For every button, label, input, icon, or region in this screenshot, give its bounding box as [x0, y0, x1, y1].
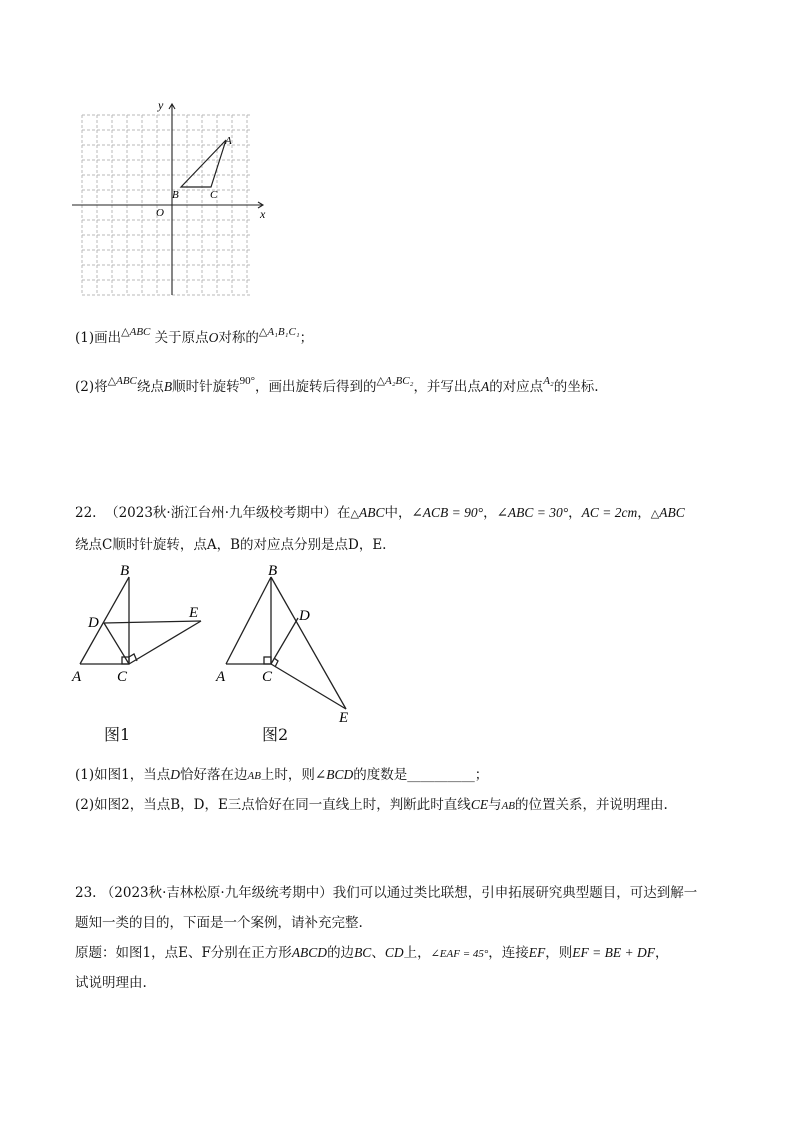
fig1-label-e: E — [189, 605, 199, 621]
q21-part1-target: A₁B₁C₁ — [267, 326, 300, 338]
q21-part2: (2)将$^{\triangle ABC}$绕点B顺时针旋转$^{90^\circ}$，画出旋转后得到的$^{\triangle A_2BC_2}$，并写出点A的对应点$^{A_2}$的坐标. — [75, 375, 599, 395]
q23-line3: 原题：如图1，点E、F分别在正方形ABCD的边BC、CD上，∠EAF = 45°，连接EF，则EF = BE + DF， — [75, 945, 669, 961]
q21-part2-target-point: A₂ — [543, 375, 554, 387]
q22-part1: (1)如图1，当点D恰好落在边AB上时，则∠BCD的度数是__________； — [75, 767, 489, 783]
vertex-label-b: B — [172, 189, 179, 201]
q22-cond2: ∠ABC = 30° — [496, 505, 569, 520]
q23-line2: 题知一类的目的，下面是一个案例，请补充完整. — [75, 915, 363, 931]
y-axis-label: y — [158, 98, 164, 112]
fig2-label-b: B — [268, 563, 278, 579]
q22-line2: 绕点C顺时针旋转，点A，B的对应点分别是点D，E. — [75, 537, 387, 553]
vertex-label-c: C — [210, 189, 218, 201]
q23-line4: 试说明理由. — [75, 975, 147, 991]
q23-line1: 23. （2023秋·吉林松原·九年级统考期中）我们可以通过类比联想，引申拓展研究典型题目，可达到解一 — [75, 885, 698, 901]
triangle-abc — [181, 140, 226, 187]
q22-number: 22. — [75, 505, 97, 521]
fig1-label-a: A — [72, 669, 82, 685]
fig1-label-c: C — [117, 669, 128, 685]
coordinate-grid-figure — [60, 95, 280, 305]
fig1-label-b: B — [120, 563, 130, 579]
fig2-label-d: D — [299, 608, 310, 624]
fig2-caption: 图2 — [262, 725, 289, 744]
fig2-label-a: A — [216, 669, 226, 685]
q23-angle: ∠EAF = 45° — [430, 948, 489, 960]
q21-part2-triangle: ABC — [116, 375, 137, 387]
fig1-caption: 图1 — [104, 725, 131, 744]
x-axis-label: x — [260, 207, 266, 221]
fig2-label-e: E — [339, 710, 349, 726]
axes — [72, 104, 263, 295]
q21-part1: (1)画出$^{\triangle ABC}$ 关于原点O对称的$^{\triangle A_1B_1C_1}$； — [75, 326, 314, 346]
vertex-label-a: A — [225, 135, 232, 147]
q22-figure-1 — [68, 560, 218, 690]
q22-figure-2 — [210, 560, 370, 730]
origin-label: O — [156, 207, 164, 219]
fig1-label-d: D — [88, 615, 99, 631]
q21-part1-triangle: ABC — [129, 326, 151, 338]
q23-equation: EF = BE + DF — [572, 945, 655, 960]
q21-part2-angle: 90° — [239, 375, 256, 387]
q22-part1-angle: ∠BCD — [314, 767, 354, 782]
q22-cond3: AC = 2cm — [581, 505, 638, 520]
q21-part2-target: A₂BC₂ — [385, 375, 414, 387]
q22-cond1: ∠ACB = 90° — [411, 505, 484, 520]
fig2-label-c: C — [262, 669, 273, 685]
q22-line1: 22. （2023秋·浙江台州·九年级校考期中）在△ABC中，∠ACB = 90°，∠ABC = 30°，AC = 2cm，△ABC — [75, 505, 685, 521]
q22-part2: (2)如图2，当点B，D，E三点恰好在同一直线上时，判断此时直线CE与AB的位置关系，并说明理由. — [75, 797, 668, 813]
